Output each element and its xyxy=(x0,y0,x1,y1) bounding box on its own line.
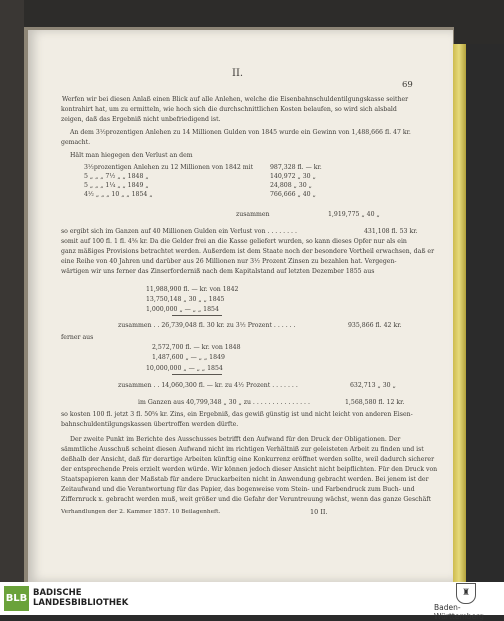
para5-line: so kosten 100 fl. jetzt 3 fl. 50⅝ kr. Zins, ein Ergebniß, das gewiß günstig ist und nicht leicht von anderen Eisen- xyxy=(61,411,413,418)
group1-row: 11,988,900 fl. — kr. von 1842 xyxy=(146,286,239,293)
para6-line: Zeitaufwand und die Verantwortung für das Papier, das bogenweise vom Stein- und Farbendruck zum Buch- und xyxy=(61,486,415,493)
para1-line: kontrahirt hat, um zu ermitteln, wie hoch sich die durchschnittlichen Kosten belaufen, so wird sich alsbald xyxy=(61,106,397,113)
book-binding-edge xyxy=(0,0,24,590)
para4-value: 431,108 fl. 53 kr. xyxy=(364,228,418,235)
footer-right: 10 II. xyxy=(310,508,328,516)
para2-line: An dem 3½prozentigen Anlehen zu 14 Millionen Gulden von 1845 wurde ein Gewinn von 1,488,666 fl. 47 kr. xyxy=(70,129,411,136)
blb-logo[interactable]: BLB xyxy=(4,586,29,611)
zusammen-label: zusammen xyxy=(236,211,270,218)
para4-line: ganz mäßiges Provisions betrachtet werden. Außerdem ist dem Staate noch der besondere Vortheil erwachsen, daß er xyxy=(61,248,435,255)
para1-line: Werfen wir bei diesen Anlaß einen Blick auf alle Anlehen, welche die Eisenbahnschuldentilgungskasse seither xyxy=(62,96,409,103)
loss-row-label: 3½prozentigen Anlehen zu 12 Millionen von 1842 mit xyxy=(84,164,254,171)
group2-rule xyxy=(172,374,222,375)
group2-value: 632,713 „ 30 „ xyxy=(350,382,396,389)
para6-line: Der zweite Punkt im Berichte des Ausschusses betrifft den Aufwand für den Druck der Obligationen. Der xyxy=(70,436,401,443)
zusammen-value: 1,919,775 „ 40 „ xyxy=(328,211,380,218)
para4-line: so ergibt sich im Ganzen auf 40 Millionen Gulden ein Verlust von . . . . . . . . xyxy=(61,228,297,235)
loss-row-amount: 987,328 fl. — kr. xyxy=(270,164,322,171)
loss-row-amount: 24,808 „ 30 „ xyxy=(270,182,312,189)
footer-left: Verhandlungen der 2. Kammer 1857. 10 Beilagenheft. xyxy=(61,509,221,515)
para4-line: somit auf 100 fl. 1 fl. 4⅝ kr. Da die Gelder frei an die Kasse geliefert wurden, so kann dieses Opfer nur als ein xyxy=(61,238,407,245)
loss-row-label: 4½ „ „ „ 10 „ „ 1854 „ xyxy=(84,191,153,198)
region-label: Baden-Württemberg xyxy=(434,603,484,621)
page-heading: II. xyxy=(232,68,244,79)
document-page xyxy=(28,30,453,582)
group2-total: zusammen . . 14,060,300 fl. — kr. zu 4½ Prozent . . . . . . . xyxy=(118,382,298,389)
library-name-line1: BADISCHE xyxy=(33,588,82,598)
loss-row-amount: 766,666 „ 40 „ xyxy=(270,191,316,198)
ferner-aus-label: ferner aus xyxy=(61,334,94,341)
page-number: 69 xyxy=(402,80,413,90)
loss-row-label: 5 „ „ „ 7½ „ „ 1848 „ xyxy=(84,173,149,180)
grand-value: 1,568,580 fl. 12 kr. xyxy=(345,399,405,406)
loss-row-label: 5 „ „ „ 1¼ „ „ 1849 „ xyxy=(84,182,149,189)
library-name[interactable] xyxy=(33,588,128,608)
group1-value: 935,866 fl. 42 kr. xyxy=(348,322,402,329)
para6-line: Staatspapieren kann der Maßstab für andere Druckarbeiten nicht in Anwendung gebracht werden. Bei jenem ist der xyxy=(61,476,429,483)
para3-line: Hält man hiegegen den Verlust an dem xyxy=(70,152,193,159)
group1-total: zusammen . . 26,739,048 fl. 30 kr. zu 3½ Prozent . . . . . . xyxy=(118,322,296,329)
para5-line: bahnschuldentilgungskassen übertroffen werden dürfte. xyxy=(61,421,239,428)
para2-line: gemacht. xyxy=(61,139,91,146)
library-name-line2: LANDESBIBLIOTHEK xyxy=(33,598,129,608)
para6-line: deßhalb der Ansicht, daß für derartige Arbeiten künftig eine Konkurrenz eröffnet werden sollte, weil dadurch sicherer xyxy=(61,456,435,463)
group1-rule xyxy=(172,315,222,316)
grand-total: im Ganzen aus 40,799,348 „ 30 „ zu . . . . . . . . . . . . . . . xyxy=(138,399,310,406)
group1-row: 1,000,000 „ — „ „ 1854 xyxy=(146,306,219,313)
group2-row: 1,487,600 „ — „ „ 1849 xyxy=(152,354,225,361)
crest-icon: ♜ xyxy=(456,583,476,604)
group1-row: 13,750,148 „ 30 „ „ 1845 xyxy=(146,296,225,303)
para1-line: zeigen, daß das Ergebniß nicht unbefriedigend ist. xyxy=(61,116,221,123)
para4-line: wärtigen wir uns ferner das Zinserforderniß nach dem Kapitalstand auf letzten Dezember 1855 aus xyxy=(61,268,375,275)
para6-line: sämmtliche Ausschuß scheint diesen Aufwand nicht im richtigen Verhältniß zur geleisteten Arbeit zu finden und ist xyxy=(61,446,424,453)
group2-row: 2,572,700 fl. — kr. von 1848 xyxy=(152,344,241,351)
para6-line: der entsprechende Preis erzielt werden würde. Wir können jedoch dieser Ansicht nicht beipflichten. Für den Druck von xyxy=(61,466,438,473)
para4-line: eine Reihe von 40 Jahren und darüber aus 26 Millionen nur 3½ Prozent Zinsen zu bezahlen hat. Vergegen- xyxy=(61,258,397,265)
para6-line: Ziffernruck x. gebracht werden muß, weit größer und die Gefahr der Veruntreuung wächst, wenn das ganze Geschäft xyxy=(61,496,432,503)
loss-row-amount: 140,972 „ 30 „ xyxy=(270,173,316,180)
gilt-page-edge xyxy=(452,44,466,582)
group2-row: 10,000,000 „ — „ „ 1854 xyxy=(146,365,223,372)
